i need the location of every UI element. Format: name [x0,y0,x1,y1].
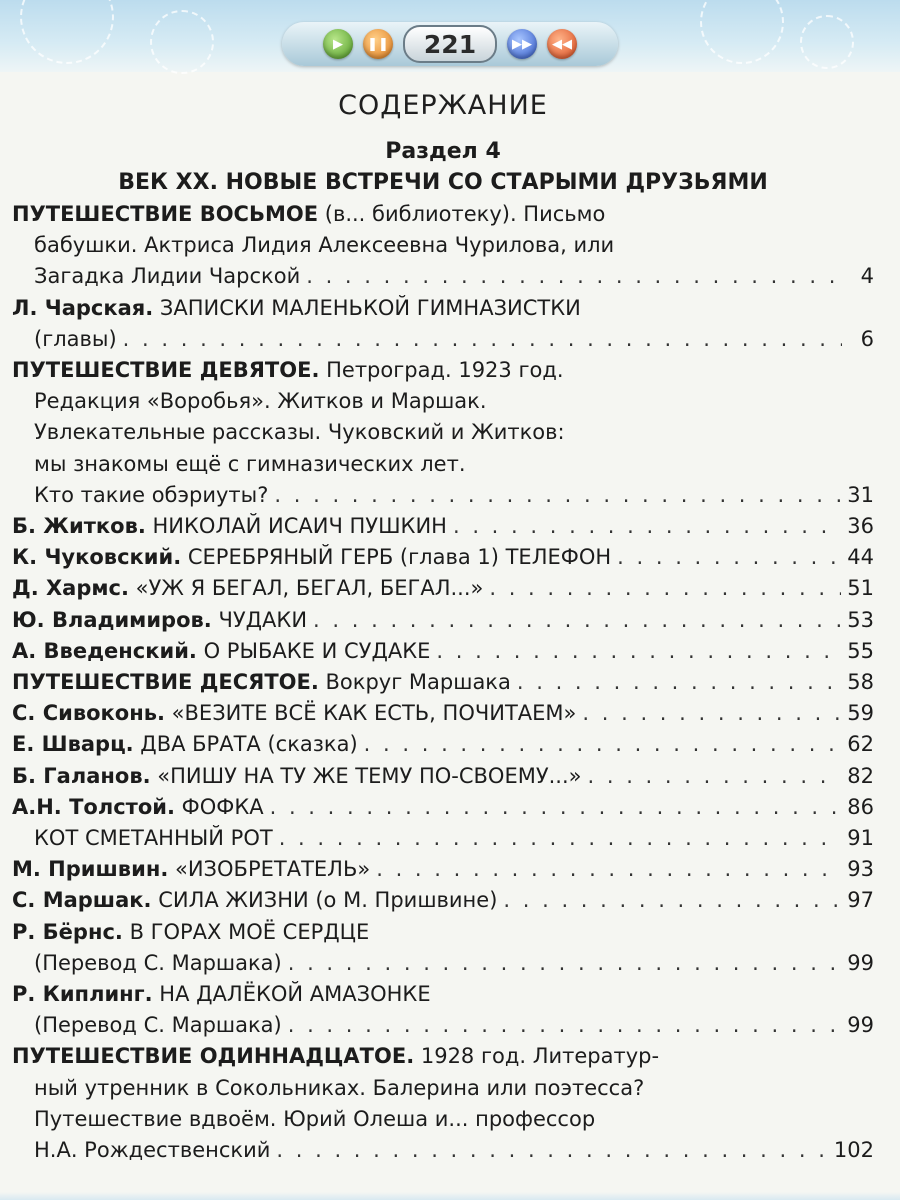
footer-band [0,1192,900,1200]
fast-forward-icon[interactable]: ▶▶ [507,29,537,59]
toc-title: КОТ СМЕТАННЫЙ РОТ [34,826,273,851]
toc-continuation: Н.А. Рождественский [34,1138,271,1163]
toc-page-number: 82 [847,763,874,788]
toc-entry[interactable] [12,667,874,698]
toc-continuation: ный утренник в Сокольниках. Балерина или поэтесса? [34,1075,645,1100]
toc-title: «ИЗОБРЕТАТЕЛЬ» [168,857,371,882]
toc-author: Е. Шварц. [12,732,134,757]
toc-entry[interactable] [12,698,874,729]
toc-entry[interactable] [12,293,874,355]
toc-author: С. Сивоконь. [12,701,165,726]
toc-entry[interactable] [12,979,874,1041]
toc-entry[interactable] [12,885,874,916]
toc-page-number: 91 [847,826,874,851]
page-title: СОДЕРЖАНИЕ [338,90,548,121]
toc-title: ЗАПИСКИ МАЛЕНЬКОЙ ГИМНАЗИСТКИ [153,295,581,320]
gear-decoration [150,10,214,74]
toc-title: 1928 год. Литератур- [414,1044,660,1069]
toc-author: Д. Хармс. [12,576,129,601]
toc-title: ФОФКА [174,794,264,819]
play-icon[interactable]: ▶ [323,29,353,59]
toc-page-number: 97 [847,888,874,913]
toc-page-number: 4 [860,264,874,289]
toc-author: Б. Галанов. [12,763,151,788]
dot-leader [617,542,841,573]
gear-decoration [700,0,784,64]
toc-page-number: 51 [847,576,874,601]
dot-leader [270,792,842,823]
toc-title: (в... библиотеку). Письмо [318,202,606,226]
toc-entry[interactable] [12,729,874,760]
toc-title: НИКОЛАЙ ИСАИЧ ПУШКИН [145,514,447,539]
dot-leader [588,761,842,792]
header-band [0,0,900,72]
toc-author: А.Н. Толстой. [12,794,175,819]
table-of-contents [12,90,874,1166]
toc-title: СЕРЕБРЯНЫЙ ГЕРБ (глава 1) ТЕЛЕФОН [181,545,612,570]
toc-page-number: 58 [847,670,874,695]
pause-icon[interactable]: ❚❚ [363,29,393,59]
dot-leader [123,324,842,355]
toc-title: «ПИШУ НА ТУ ЖЕ ТЕМУ ПО-СВОЕМУ...» [150,763,582,788]
toc-author: ПУТЕШЕСТВИЕ ОДИННАДЦАТОЕ. [12,1044,415,1069]
dot-leader [288,948,842,979]
toc-page-number: 31 [847,482,874,507]
toc-entries [12,199,874,1166]
toc-author: С. Маршак. [12,888,152,913]
toc-continuation: Путешествие вдвоём. Юрий Олеша и... профессор [34,1106,596,1131]
toc-entry[interactable] [12,605,874,636]
dot-leader [503,885,841,916]
toc-page-number: 59 [847,701,874,726]
toc-page-number: 6 [860,326,874,351]
dot-leader [288,1010,842,1041]
subsection-heading: ВЕК XX. НОВЫЕ ВСТРЕЧИ СО СТАРЫМИ ДРУЗЬЯМИ [118,170,768,195]
toc-continuation: (Перевод С. Маршака) [34,950,282,975]
toc-entry[interactable] [12,917,874,979]
rewind-icon[interactable]: ◀◀ [547,29,577,59]
toc-continuation: Редакция «Воробья». Житков и Маршак. [34,389,487,414]
dot-leader [517,667,841,698]
toc-page-number: 44 [847,545,874,570]
dot-leader [274,480,841,511]
toc-entry[interactable] [12,636,874,667]
toc-author: М. Пришвин. [12,857,169,882]
toc-continuation: Увлекательные рассказы. Чуковский и Житков: [34,420,565,445]
dot-leader [279,823,842,854]
dot-leader [276,1135,828,1166]
toc-title: ДВА БРАТА (сказка) [133,732,358,757]
toc-continuation: Загадка Лидии Чарской [34,264,301,289]
page-number: 221 [403,25,497,63]
toc-author: К. Чуковский. [12,545,182,570]
toc-page-number: 99 [847,1013,874,1038]
toc-page-number: 93 [847,857,874,882]
toc-entry[interactable] [12,573,874,604]
page-navigator [282,22,618,66]
gear-decoration [800,15,854,69]
toc-page-number: 55 [847,638,874,663]
toc-entry[interactable] [12,542,874,573]
toc-title: НА ДАЛЁКОЙ АМАЗОНКЕ [152,982,431,1007]
toc-author: ПУТЕШЕСТВИЕ ВОСЬМОЕ [12,202,319,226]
toc-entry[interactable] [12,761,874,792]
dot-leader [489,573,841,604]
toc-entry[interactable] [12,1041,874,1166]
toc-continuation: мы знакомы ещё с гимназических лет. [34,451,466,476]
toc-author: Л. Чарская. [12,295,154,320]
toc-author: Ю. Владимиров. [12,607,212,632]
toc-entry[interactable] [12,823,874,854]
dot-leader [376,854,841,885]
dot-leader [436,636,841,667]
toc-title: Петроград. 1923 год. [319,358,564,383]
toc-entry[interactable] [12,511,874,542]
section-heading: Раздел 4 [385,139,501,164]
dot-leader [582,698,841,729]
toc-title: Вокруг Маршака [318,670,511,695]
toc-author: А. Введенский. [12,638,197,663]
toc-continuation: Кто такие обэриуты? [34,482,269,507]
toc-title: О РЫБАКЕ И СУДАКЕ [196,638,431,663]
toc-author: ПУТЕШЕСТВИЕ ДЕВЯТОЕ. [12,358,320,383]
toc-page-number: 99 [847,950,874,975]
toc-continuation: (главы) [34,326,117,351]
toc-page-number: 36 [847,514,874,539]
toc-title: ЧУДАКИ [211,607,308,632]
toc-continuation: бабушки. Актриса Лидия Алексеевна Чурилова, или [34,233,615,258]
toc-title: СИЛА ЖИЗНИ (о М. Пришвине) [151,888,498,913]
toc-entry[interactable] [12,199,874,293]
toc-entry[interactable] [12,854,874,885]
dot-leader [364,729,842,760]
toc-entry[interactable] [12,355,874,511]
dot-leader [306,261,842,292]
toc-entry[interactable] [12,792,874,823]
toc-author: ПУТЕШЕСТВИЕ ДЕСЯТОЕ. [12,670,319,695]
toc-page-number: 62 [847,732,874,757]
toc-title: «УЖ Я БЕГАЛ, БЕГАЛ, БЕГАЛ...» [128,576,484,601]
toc-title: «ВЕЗИТЕ ВСЁ КАК ЕСТЬ, ПОЧИТАЕМ» [165,701,577,726]
toc-continuation: (Перевод С. Маршака) [34,1013,282,1038]
toc-author: Р. Бёрнс. [12,919,123,944]
toc-author: Р. Киплинг. [12,982,153,1007]
toc-author: Б. Житков. [12,514,146,539]
dot-leader [453,511,841,542]
dot-leader [313,605,841,636]
gear-decoration [20,0,114,64]
toc-page-number: 86 [847,794,874,819]
toc-page-number: 102 [833,1138,874,1163]
toc-page-number: 53 [847,607,874,632]
toc-title: В ГОРАХ МОЁ СЕРДЦЕ [122,919,370,944]
